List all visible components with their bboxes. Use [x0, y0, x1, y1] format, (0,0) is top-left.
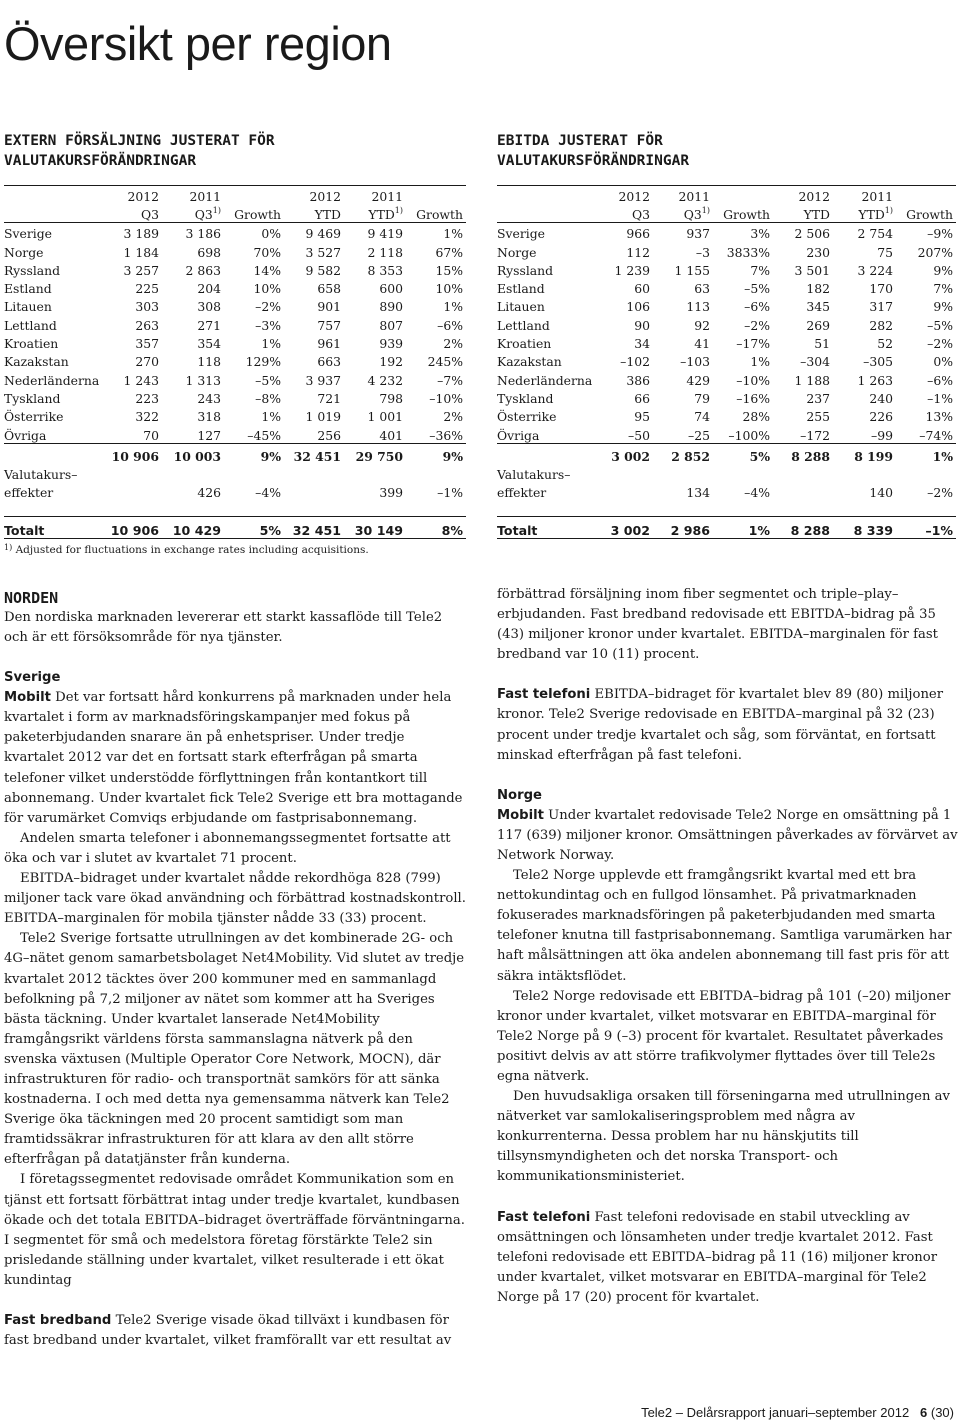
- table-cell: –5%: [927, 317, 953, 333]
- subtotal-row: [4, 443, 466, 464]
- table-cell: 3 501: [794, 262, 830, 278]
- table-cell: 113: [686, 299, 710, 315]
- table-cell: 240: [869, 390, 893, 406]
- table-cell: 2%: [443, 409, 463, 425]
- left-table-heading-line2: VALUTAKURSFÖRÄNDRINGAR: [4, 153, 197, 169]
- left-text-column: [4, 588, 468, 1351]
- table-cell: –305: [863, 354, 893, 370]
- subheading-sverige: Sverige: [4, 670, 61, 686]
- table-cell: 1%: [443, 226, 463, 242]
- table-cell: –304: [800, 354, 830, 370]
- region-label: Sverige: [497, 226, 545, 242]
- table-cell: 182: [806, 281, 830, 297]
- table-cell: –103: [680, 354, 710, 370]
- page-footer: [641, 1405, 954, 1420]
- table-cell: 1 184: [123, 244, 159, 260]
- table-cell: 937: [686, 226, 710, 242]
- table-cell: 15%: [435, 262, 463, 278]
- table-cell: 429: [686, 372, 710, 388]
- table-cell: –1%: [437, 484, 463, 500]
- paragraph: Fast telefoni EBITDA–bidraget för kvartalet blev 89 (80) miljoner kronor. Tele2 Sverige redovisade en EBITDA–marginal på 32 (23) procent under tredje kvartalet och såg, som förväntat, en fortsatt minskad efterfrågan på fast telefoni.: [497, 687, 944, 763]
- table-cell: 961: [317, 336, 341, 352]
- table-cell: 1 001: [367, 409, 403, 425]
- right-table-heading-line2: VALUTAKURSFÖRÄNDRINGAR: [497, 153, 690, 169]
- table-row: [4, 406, 466, 424]
- table-cell: 5%: [713, 443, 773, 464]
- total-row: [4, 516, 466, 538]
- table-cell: 3 189: [123, 226, 159, 242]
- table-cell: 1 239: [614, 262, 650, 278]
- table-cell: –7%: [437, 372, 463, 388]
- table-cell: –1%: [896, 516, 956, 538]
- table-cell: 226: [869, 409, 893, 425]
- table-cell: 29 750: [344, 443, 406, 464]
- table-cell: 127: [197, 427, 221, 443]
- table-cell: 269: [806, 317, 830, 333]
- table-cell: 28%: [742, 409, 770, 425]
- table-cell: –6%: [744, 299, 770, 315]
- table-cell: 1 313: [185, 372, 221, 388]
- table-cell: 9%: [406, 443, 466, 464]
- table-cell: 1 019: [305, 409, 341, 425]
- table-cell: 8 199: [833, 443, 896, 464]
- table-cell: 282: [869, 317, 893, 333]
- table-row: [497, 296, 956, 314]
- table-row: [497, 260, 956, 278]
- table-cell: 2 852: [653, 443, 713, 464]
- fx-label: Valutakurs–: [497, 466, 571, 482]
- fx-row-label: [4, 464, 466, 482]
- table-cell: 721: [317, 390, 341, 406]
- table-cell: 223: [135, 390, 159, 406]
- table-row: [497, 278, 956, 296]
- table-cell: 426: [197, 484, 221, 500]
- table-cell: –102: [620, 354, 650, 370]
- table-cell: –10%: [429, 390, 463, 406]
- table-cell: 13%: [925, 409, 953, 425]
- table-cell: –3%: [255, 317, 281, 333]
- total-label: Totalt: [4, 516, 106, 538]
- table-cell: 0%: [261, 226, 281, 242]
- table-cell: 14%: [253, 262, 281, 278]
- header-2011-q3: Q3$^{1)}$: [162, 204, 224, 223]
- region-label: Kazakstan: [4, 354, 69, 370]
- table-cell: –5%: [255, 372, 281, 388]
- table-cell: 140: [869, 484, 893, 500]
- table-cell: 3 186: [185, 226, 221, 242]
- table-cell: 2 754: [857, 226, 893, 242]
- right-table-heading-line1: EBITDA JUSTERAT FÖR: [497, 133, 663, 149]
- table-cell: 10 906: [106, 443, 162, 464]
- table-cell: 3 002: [597, 443, 653, 464]
- table-row: [4, 388, 466, 406]
- header-growth-q3: Growth: [713, 204, 773, 223]
- table-cell: 2%: [443, 336, 463, 352]
- table-cell: –1%: [927, 390, 953, 406]
- table-cell: –6%: [437, 317, 463, 333]
- region-label: Norge: [4, 244, 44, 260]
- header-2012-ytd: YTD: [773, 204, 833, 223]
- sales-table: [4, 185, 466, 539]
- region-label: Ryssland: [4, 262, 61, 278]
- table-cell: [773, 482, 833, 500]
- table-cell: 1%: [443, 299, 463, 315]
- table-cell: 60: [634, 281, 650, 297]
- table-cell: –45%: [247, 427, 281, 443]
- table-cell: 1%: [261, 336, 281, 352]
- table-cell: 32 451: [284, 443, 344, 464]
- header-2011-q3-top: 2011: [162, 186, 224, 205]
- table-cell: 354: [197, 336, 221, 352]
- table-row: [4, 424, 466, 443]
- table-cell: –74%: [919, 427, 953, 443]
- region-label: Litauen: [497, 299, 545, 315]
- paragraph: Tele2 Norge upplevde ett framgångsrikt kvartal med ett bra nettokundintag och en fullgod lönsamhet. På privatmarknaden fokuserades marknadsföringen på paketerbjudanden med smarta telefoner knutna till fastprisabonnemang. Samtliga varumärken har haft målsättningen att öka andelen abonnemang till fast pris för att säkra intäktsflödet.: [497, 868, 952, 984]
- table-row: [4, 369, 466, 387]
- table-cell: 245%: [427, 354, 463, 370]
- header-growth-ytd: Growth: [896, 204, 956, 223]
- table-cell: –4%: [255, 484, 281, 500]
- region-label: Tyskland: [4, 390, 61, 406]
- table-cell: 66: [634, 390, 650, 406]
- table-cell: 7%: [933, 281, 953, 297]
- region-label: Övriga: [497, 427, 540, 443]
- table-cell: 271: [197, 317, 221, 333]
- table-cell: 322: [135, 409, 159, 425]
- table-cell: 8 339: [833, 516, 896, 538]
- table-cell: 10 003: [162, 443, 224, 464]
- table-cell: 230: [806, 244, 830, 260]
- table-cell: 204: [197, 281, 221, 297]
- left-table-heading: [4, 131, 275, 171]
- table-cell: 399: [379, 484, 403, 500]
- table-cell: 3 937: [305, 372, 341, 388]
- region-label: Kazakstan: [497, 354, 562, 370]
- paragraph: EBITDA–bidraget under kvartalet nådde rekordhöga 828 (799) miljoner tack vare ökad användning och förbättrad kostnadskontroll. EBITDA–marginalen för mobila tjänster nådde 33 (33) procent.: [4, 871, 466, 927]
- table-cell: 9 419: [367, 226, 403, 242]
- table-cell: 386: [626, 372, 650, 388]
- table-cell: 70%: [253, 244, 281, 260]
- right-text-column: [497, 585, 959, 1308]
- table-cell: 170: [869, 281, 893, 297]
- table-row: [4, 260, 466, 278]
- region-label: Österrike: [497, 409, 557, 425]
- table-cell: 600: [379, 281, 403, 297]
- table-cell: 1%: [713, 516, 773, 538]
- table-cell: 7%: [750, 262, 770, 278]
- table-cell: 9%: [933, 299, 953, 315]
- table-cell: 41: [694, 336, 710, 352]
- table-cell: –2%: [927, 336, 953, 352]
- table-cell: –100%: [728, 427, 770, 443]
- table-cell: 2 863: [185, 262, 221, 278]
- table-cell: 345: [806, 299, 830, 315]
- table-cell: 74: [694, 409, 710, 425]
- region-label: Norge: [497, 244, 537, 260]
- table-cell: 9%: [224, 443, 284, 464]
- table-cell: 8 288: [773, 516, 833, 538]
- table-cell: 757: [317, 317, 341, 333]
- region-label: Kroatien: [4, 336, 59, 352]
- region-label: Österrike: [4, 409, 64, 425]
- table-cell: 8%: [406, 516, 466, 538]
- table-cell: 9 582: [305, 262, 341, 278]
- table-cell: 70: [143, 427, 159, 443]
- paragraph: Mobilt Under kvartalet redovisade Tele2 Norge en omsättning på 1 117 (639) miljoner kronor. Omsättningen påverkades av förvärvet av Network Norway.: [497, 807, 958, 863]
- table-cell: 807: [379, 317, 403, 333]
- paragraph: Andelen smarta telefoner i abonnemangssegmentet fortsatte att öka och var i slutet av kvartalet 71 procent.: [4, 830, 451, 866]
- table-cell: 2 506: [794, 226, 830, 242]
- table-cell: 207%: [917, 244, 953, 260]
- table-cell: 890: [379, 299, 403, 315]
- region-label: Estland: [4, 281, 52, 297]
- table-cell: –9%: [927, 226, 953, 242]
- table-row: [4, 241, 466, 259]
- table-cell: 10%: [253, 281, 281, 297]
- table-cell: –99: [871, 427, 893, 443]
- paragraph: Fast telefoni Fast telefoni redovisade en stabil utveckling av omsättningen och lönsamheten under tredje kvartalet 2012. Fast telefoni redovisade ett EBITDA–bidrag på 11 (16) miljoner kronor under kvartalet, vilket motsvarar en EBITDA–marginal för Tele2 Norge på 17 (20) procent för kvartalet.: [497, 1209, 938, 1305]
- region-label: Nederländerna: [497, 372, 593, 388]
- table-row: [497, 388, 956, 406]
- table-cell: 134: [686, 484, 710, 500]
- table-cell: 2 986: [653, 516, 713, 538]
- table-cell: 5%: [224, 516, 284, 538]
- table-row: [497, 424, 956, 443]
- table-cell: 34: [634, 336, 650, 352]
- table-row: [4, 314, 466, 332]
- table-cell: –2%: [927, 484, 953, 500]
- total-label: Totalt: [497, 516, 597, 538]
- table-cell: –2%: [255, 299, 281, 315]
- table-cell: 63: [694, 281, 710, 297]
- table-cell: 10 906: [106, 516, 162, 538]
- paragraph: Mobilt Det var fortsatt hård konkurrens på marknaden under hela kvartalet i form av marknadsföringskampanjer med fokus på paketerbjudanden snarare än på enhetspriser. Under tredje kvartalet 2012 var det en fortsatt stark efterfrågan på smarta telefoner vilket understödde förflyttningen från kontantkort till abonnemang. Under kvartalet fick Tele2 Sverige ett bra mottagande för varumärket Comviqs erbjudande om fastprisabonnemang.: [4, 690, 463, 826]
- table-cell: 30 149: [344, 516, 406, 538]
- page-title: Översikt per region: [4, 17, 392, 70]
- page-total: (30): [930, 1405, 954, 1420]
- header-2011-q3: Q3$^{1)}$: [653, 204, 713, 223]
- table-cell: [106, 482, 162, 500]
- table-cell: 8 288: [773, 443, 833, 464]
- table-cell: 401: [379, 427, 403, 443]
- table-cell: 106: [626, 299, 650, 315]
- fx-row: [4, 482, 466, 500]
- table-cell: 90: [634, 317, 650, 333]
- table-cell: 243: [197, 390, 221, 406]
- header-2011-q3-top: 2011: [653, 186, 713, 205]
- table-cell: 357: [135, 336, 159, 352]
- fx-row-label: [497, 464, 956, 482]
- paragraph: Tele2 Norge redovisade ett EBITDA–bidrag på 101 (–20) miljoner kronor under kvartalet, vilket motsvarar en EBITDA–marginal för Tele2 Norge på 9 (–3) procent för kvartalet. Resultatet påverkades positivt delvis av att större trafikvolymer flyttades över till Tele2s egna nätverk.: [497, 988, 951, 1084]
- table-cell: 9%: [933, 262, 953, 278]
- table-cell: 798: [379, 390, 403, 406]
- table-cell: 118: [197, 354, 221, 370]
- subtotal-row: [497, 443, 956, 464]
- table-cell: 3833%: [726, 244, 770, 260]
- header-2011-ytd-top: 2011: [344, 186, 406, 205]
- paragraph: Tele2 Sverige fortsatte utrullningen av det kombinerade 2G- och 4G–nätet genom samarbetsbolaget Net4Mobility. Vid slutet av tredje kvartalet 2012 täcktes över 200 kommuner med en sammanlagd befolkning på 7,2 miljoner av nätet som kommer att ha Sveriges bästa täckning. Under kvartalet lanserade Net4Mobility framgångsrikt världens första sammanslagna nätverk på den svenska växtusen (Multiple Operator Core Network, MOCN), där infrastrukturen för radio- och transportnät samkörs för att sänka kostnaderna. I och med detta nya gemensamma nätverk kan Tele2 Sverige öka täckningen med 20 procent samtidigt som man framtidssäkrar infrastrukturen för att klara av den allt större efterfrågan på datatjänster från kunderna.: [4, 931, 465, 1168]
- total-row: [497, 516, 956, 538]
- table-cell: 225: [135, 281, 159, 297]
- section-heading-norden: NORDEN: [4, 589, 59, 607]
- table-cell: –6%: [927, 372, 953, 388]
- table-row: [497, 369, 956, 387]
- table-cell: 1 155: [674, 262, 710, 278]
- table-cell: –2%: [744, 317, 770, 333]
- table-cell: 317: [869, 299, 893, 315]
- table-cell: 1%: [261, 409, 281, 425]
- paragraph: Fast bredband Tele2 Sverige visade ökad tillväxt i kundbasen för fast bredband under kvartalet, vilket framförallt var ett resultat av: [4, 1313, 452, 1349]
- table-cell: 92: [694, 317, 710, 333]
- table-cell: –17%: [736, 336, 770, 352]
- table-cell: –36%: [429, 427, 463, 443]
- table-cell: 3 527: [305, 244, 341, 260]
- fx-label: effekter: [497, 484, 547, 500]
- header-2012-q3-top: 2012: [597, 186, 653, 205]
- table-cell: –8%: [255, 390, 281, 406]
- table-cell: –172: [800, 427, 830, 443]
- table-cell: 95: [634, 409, 650, 425]
- table-cell: [284, 482, 344, 500]
- table-cell: 10%: [435, 281, 463, 297]
- region-label: Sverige: [4, 226, 52, 242]
- header-2012-ytd-top: 2012: [773, 186, 833, 205]
- subheading-norge: Norge: [497, 787, 542, 803]
- header-2012-q3: Q3: [106, 204, 162, 223]
- table-row: [4, 351, 466, 369]
- header-2011-ytd-top: 2011: [833, 186, 896, 205]
- region-label: Litauen: [4, 299, 52, 315]
- header-growth-q3: Growth: [224, 204, 284, 223]
- table-row: [497, 406, 956, 424]
- table-cell: 698: [197, 244, 221, 260]
- table-cell: 939: [379, 336, 403, 352]
- header-2011-ytd: YTD$^{1)}$: [344, 204, 406, 223]
- table-cell: 192: [379, 354, 403, 370]
- table-cell: 10 429: [162, 516, 224, 538]
- table-row: [497, 241, 956, 259]
- footer-text: Tele2 – Delårsrapport januari–september 2012: [641, 1405, 910, 1420]
- table-cell: –50: [628, 427, 650, 443]
- table-cell: 1 263: [857, 372, 893, 388]
- header-2012-ytd: YTD: [284, 204, 344, 223]
- table-cell: 270: [135, 354, 159, 370]
- table-cell: 663: [317, 354, 341, 370]
- paragraph: förbättrad försäljning inom fiber segmentet och triple–play–erbjudanden. Fast bredband redovisade ett EBITDA–bidrag på 35 (43) miljoner kronor under kvartalet. EBITDA–marginalen för fast bredband var 10 (11) procent.: [497, 587, 938, 663]
- region-label: Ryssland: [497, 262, 554, 278]
- table-cell: –25: [688, 427, 710, 443]
- table-cell: 112: [626, 244, 650, 260]
- table-cell: 75: [877, 244, 893, 260]
- table-row: [497, 333, 956, 351]
- table-cell: 658: [317, 281, 341, 297]
- table-cell: 129%: [245, 354, 281, 370]
- table-row: [4, 333, 466, 351]
- region-label: Lettland: [497, 317, 550, 333]
- table-cell: 79: [694, 390, 710, 406]
- table-cell: 1%: [750, 354, 770, 370]
- table-row: [497, 223, 956, 242]
- table-cell: 1 243: [123, 372, 159, 388]
- table-row: [4, 278, 466, 296]
- table-cell: 966: [626, 226, 650, 242]
- left-table-heading-line1: EXTERN FÖRSÄLJNING JUSTERAT FÖR: [4, 133, 275, 149]
- table-footnote: $^{1)}$ Adjusted for fluctuations in exchange rates including acquisitions.: [4, 543, 369, 556]
- table-cell: 3 002: [597, 516, 653, 538]
- ebitda-table: [497, 185, 956, 539]
- region-label: Kroatien: [497, 336, 552, 352]
- region-label: Övriga: [4, 427, 47, 443]
- paragraph: I företagssegmentet redovisade området Kommunikation som en tjänst ett fortsatt förbättrat intag under tredje kvartalet, kundbasen ökade och det totala EBITDA–bidraget överträffade förväntningarna. I segmentet för små och medelstora företag förstärkte Tele2 sin prisledande ställning under kvartalet, vilket resulterade i ett ökat kundintag: [4, 1172, 465, 1288]
- table-row: [4, 296, 466, 314]
- table-cell: 0%: [933, 354, 953, 370]
- table-cell: 1%: [896, 443, 956, 464]
- region-label: Estland: [497, 281, 545, 297]
- fx-label: effekter: [4, 484, 54, 500]
- region-label: Nederländerna: [4, 372, 100, 388]
- table-cell: 8 353: [367, 262, 403, 278]
- table-cell: 9 469: [305, 226, 341, 242]
- table-cell: 318: [197, 409, 221, 425]
- region-label: Lettland: [4, 317, 57, 333]
- table-cell: 4 232: [367, 372, 403, 388]
- table-cell: –10%: [736, 372, 770, 388]
- table-cell: 3 257: [123, 262, 159, 278]
- table-cell: 51: [814, 336, 830, 352]
- table-cell: 3%: [750, 226, 770, 242]
- header-2011-ytd: YTD$^{1)}$: [833, 204, 896, 223]
- table-cell: –5%: [744, 281, 770, 297]
- table-cell: –4%: [744, 484, 770, 500]
- table-cell: 67%: [435, 244, 463, 260]
- table-cell: 2 118: [367, 244, 403, 260]
- table-cell: 3 224: [857, 262, 893, 278]
- right-table-heading: [497, 131, 689, 171]
- table-cell: 256: [317, 427, 341, 443]
- table-cell: 255: [806, 409, 830, 425]
- table-cell: 303: [135, 299, 159, 315]
- region-label: Tyskland: [497, 390, 554, 406]
- table-cell: 901: [317, 299, 341, 315]
- table-cell: 52: [877, 336, 893, 352]
- paragraph: Den huvudsakliga orsaken till förseningarna med utrullningen av nätverket var samlokaliseringsproblem med några av konkurrenterna. Dessa problem har nu hänskjutits till tillsynsmyndigheten och det norska Transport- och kommunikationsministeriet.: [497, 1089, 950, 1185]
- table-cell: 237: [806, 390, 830, 406]
- fx-row: [497, 482, 956, 500]
- table-cell: –16%: [736, 390, 770, 406]
- table-cell: 308: [197, 299, 221, 315]
- table-cell: 1 188: [794, 372, 830, 388]
- table-row: [497, 351, 956, 369]
- header-2012-ytd-top: 2012: [284, 186, 344, 205]
- page-number: 6: [920, 1405, 928, 1420]
- header-growth-ytd: Growth: [406, 204, 466, 223]
- fx-label: Valutakurs–: [4, 466, 78, 482]
- table-row: [497, 314, 956, 332]
- table-cell: 263: [135, 317, 159, 333]
- table-cell: [597, 482, 653, 500]
- table-row: [4, 223, 466, 242]
- table-cell: 32 451: [284, 516, 344, 538]
- intro-paragraph: Den nordiska marknaden levererar ett starkt kassaflöde till Tele2 och är ett försöksområde för nya tjänster.: [4, 610, 443, 646]
- table-cell: –3: [695, 244, 710, 260]
- header-2012-q3-top: 2012: [106, 186, 162, 205]
- header-2012-q3: Q3: [597, 204, 653, 223]
